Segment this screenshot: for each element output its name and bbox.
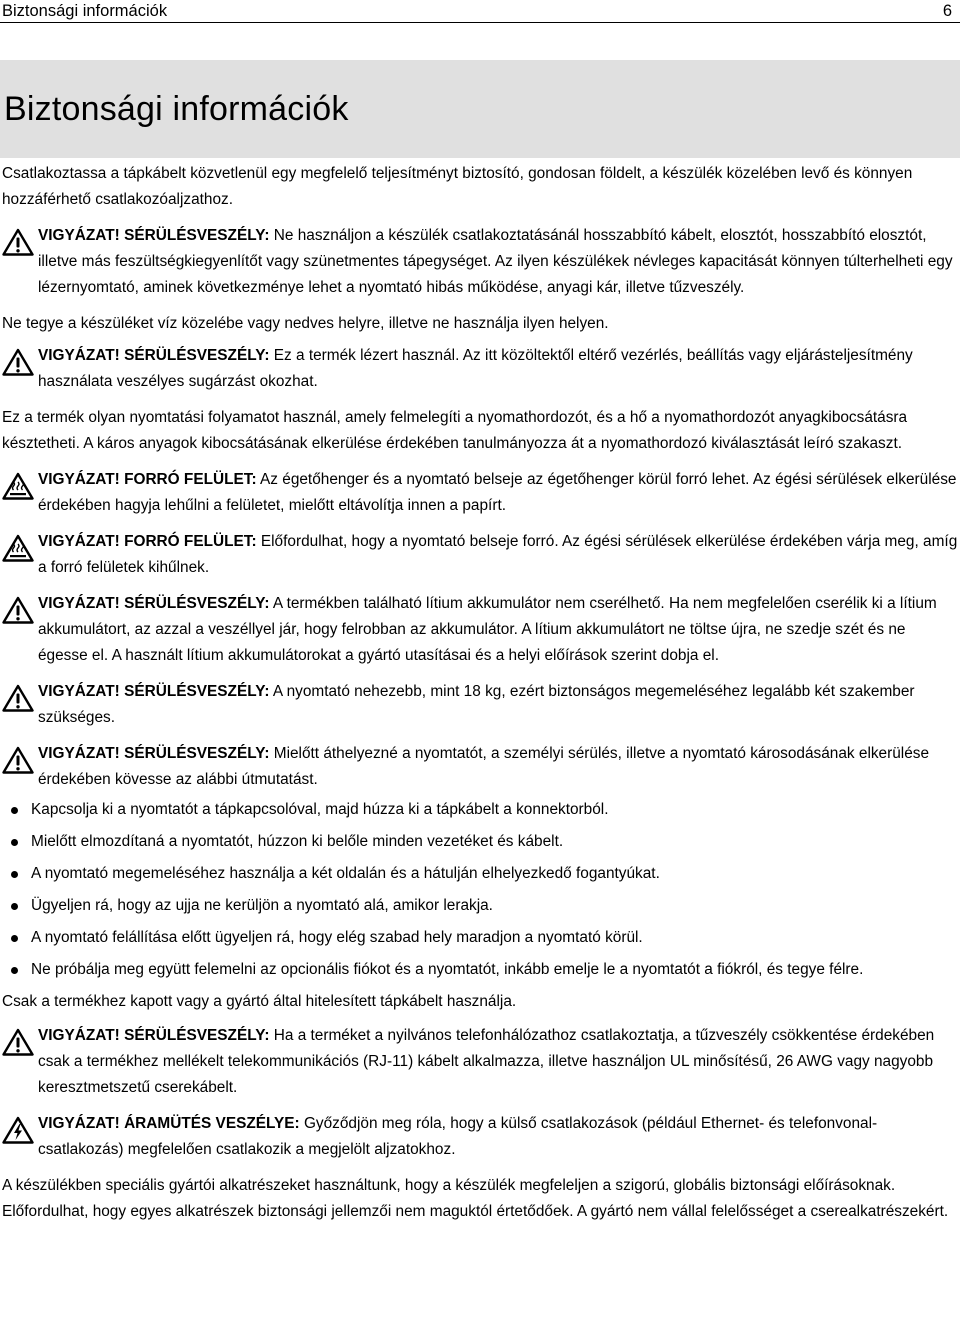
warning-text: Ez a termék lézert használ. Az itt közöltektől eltérő vezérlés, beállítás vagy eljárásteljesítmény használata veszélyes sugárzást okozhat.: [38, 347, 913, 390]
warning-text: A termékben található lítium akkumulátor nem cserélhető. Ha nem megfelelően cserélik ki a lítium akkumulátort, az azzal a veszéllyel jár, hogy felrobban az akkumulátor. A lítium akkumulátort ne töltse újra, ne szedje szét és ne égesse el. A használt lítium akkumulátorokat a gyártó utasításai és a helyi előírások szerint dobja el.: [38, 595, 937, 664]
warning-lithium-battery: [0, 591, 958, 669]
warning-text: Győződjön meg róla, hogy a külső csatlakozások (például Ethernet- és telefonvonal-csatlakozás) megfelelően csatlakozik a megjelölt aljzatokhoz.: [38, 1115, 878, 1158]
hot-surface-icon: [2, 534, 34, 562]
section-title: Biztonsági információk: [4, 90, 349, 128]
list-item: Kapcsolja ki a nyomtatót a tápkapcsolóval, majd húzza ki a tápkábelt a konnektorból.: [0, 797, 958, 823]
electric-shock-icon: [2, 1116, 34, 1144]
warning-hot-surface-interior: [0, 529, 958, 581]
warning-label: VIGYÁZAT! SÉRÜLÉSVESZÉLY:: [38, 595, 270, 612]
list-item: A nyomtató megemeléséhez használja a két oldalán és a hátulján elhelyezkedő fogantyúkat.: [0, 861, 958, 887]
warning-heavy-printer: [0, 679, 958, 731]
warning-moving-printer: [0, 741, 958, 793]
warning-label: VIGYÁZAT! SÉRÜLÉSVESZÉLY:: [38, 347, 270, 364]
warning-text: Mielőtt áthelyezné a nyomtatót, a személyi sérülés, illetve a nyomtató károsodásának elkerülése érdekében kövesse az alábbi útmutatást.: [38, 745, 930, 788]
section-title-bar: [0, 60, 960, 158]
warning-extension-cord: [0, 223, 958, 301]
moving-instructions-list: [0, 797, 958, 983]
warning-telecom-cable: [0, 1023, 958, 1101]
warning-text: Ne használjon a készülék csatlakoztatásánál hosszabbító kábelt, elosztót, hosszabbító elosztót, illetve más feszültségkiegyenlítőt vagy szünetmentes tápegységet. Az ilyen készülékek névleges kapacitását könnyen túlterhelheti egy lézernyomtató, aminek következménye lehet a nyomtató hibás működése, anyagi kár, illetve tűzveszély.: [38, 227, 953, 296]
warning-triangle-icon: [2, 348, 34, 376]
warning-electric-shock: [0, 1111, 958, 1163]
warning-label: VIGYÁZAT! SÉRÜLÉSVESZÉLY:: [38, 227, 270, 244]
page-number: 6: [942, 2, 952, 20]
warning-text: Az égetőhenger és a nyomtató belseje az égetőhenger körül forró lehet. Az égési sérülések elkerülése érdekében hagyja lehűlni a felületet, mielőtt eltávolítja innen a papírt.: [38, 471, 957, 514]
warning-text: A nyomtató nehezebb, mint 18 kg, ezért biztonságos megemeléséhez legalább két szakember szükséges.: [38, 683, 915, 726]
warning-label: VIGYÁZAT! SÉRÜLÉSVESZÉLY:: [38, 683, 270, 700]
paragraph-power-cord: Csatlakoztassa a tápkábelt közvetlenül egy megfelelő teljesítményt biztosító, gondosan földelt, a készülék közelében levő és könnyen hozzáférhető csatlakozóaljzathoz.: [2, 165, 913, 208]
warning-label: VIGYÁZAT! SÉRÜLÉSVESZÉLY:: [38, 745, 270, 762]
warning-text: Ha a terméket a nyilvános telefonhálózathoz csatlakoztatja, a tűzveszély csökkentése érdekében csak a termékhez mellékelt telekommunikációs (RJ-11) kábelt alkalmazza, illetve használjon UL minősítésű, 26 AWG vagy nagyobb keresztmetszetű cserekábelt.: [38, 1027, 935, 1096]
warning-triangle-icon: [2, 1028, 34, 1056]
warning-triangle-icon: [2, 228, 34, 256]
list-item: A nyomtató felállítása előtt ügyeljen rá, hogy elég szabad hely maradjon a nyomtató körül.: [0, 925, 958, 951]
warning-label: VIGYÁZAT! SÉRÜLÉSVESZÉLY:: [38, 1027, 270, 1044]
warning-triangle-icon: [2, 596, 34, 624]
warning-label: VIGYÁZAT! FORRÓ FELÜLET:: [38, 533, 257, 550]
page-content: [0, 160, 958, 1225]
warning-laser: [0, 343, 958, 395]
list-item: Ne próbálja meg együtt felemelni az opcionális fiókot és a nyomtatót, inkább emelje le a nyomtatót a fiókról, és tegye félre.: [0, 957, 958, 983]
warning-triangle-icon: [2, 684, 34, 712]
running-header: [0, 0, 960, 22]
list-item: Mielőtt elmozdítaná a nyomtatót, húzzon ki belőle minden vezetéket és kábelt.: [0, 829, 958, 855]
warning-hot-surface-fuser: [0, 467, 958, 519]
list-item: Ügyeljen rá, hogy az ujja ne kerüljön a nyomtató alá, amikor lerakja.: [0, 893, 958, 919]
paragraph-special-components: A készülékben speciális gyártói alkatrészeket használtunk, hogy a készülék megfeleljen a szigorú, globális biztonsági előírásoknak. Előfordulhat, hogy egyes alkatrészek biztonsági jellemzői nem maguktól értetődőek. A gyártó nem vállal felelősséget a cserealkatrészekért.: [2, 1177, 949, 1220]
running-header-title: Biztonsági információk: [2, 2, 168, 20]
warning-text: Előfordulhat, hogy a nyomtató belseje forró. Az égési sérülések elkerülése érdekében várja meg, amíg a forró felületek kihűlnek.: [38, 533, 958, 576]
paragraph-water: Ne tegye a készüléket víz közelébe vagy nedves helyre, illetve ne használja ilyen helyen.: [2, 315, 609, 332]
header-rule: [0, 22, 960, 23]
warning-triangle-icon: [2, 746, 34, 774]
warning-label: VIGYÁZAT! ÁRAMÜTÉS VESZÉLYE:: [38, 1115, 300, 1132]
paragraph-power-cord-origin: Csak a termékhez kapott vagy a gyártó által hitelesített tápkábelt használja.: [2, 993, 517, 1010]
hot-surface-icon: [2, 472, 34, 500]
warning-label: VIGYÁZAT! FORRÓ FELÜLET:: [38, 471, 257, 488]
paragraph-emissions: Ez a termék olyan nyomtatási folyamatot használ, amely felmelegíti a nyomathordozót, és a hő a nyomathordozót anyagkibocsátásra késztetheti. A káros anyagok kibocsátásának elkerülése érdekében tanulmányozza át a nyomathordozó kiválasztását leíró szakaszt.: [2, 409, 908, 452]
